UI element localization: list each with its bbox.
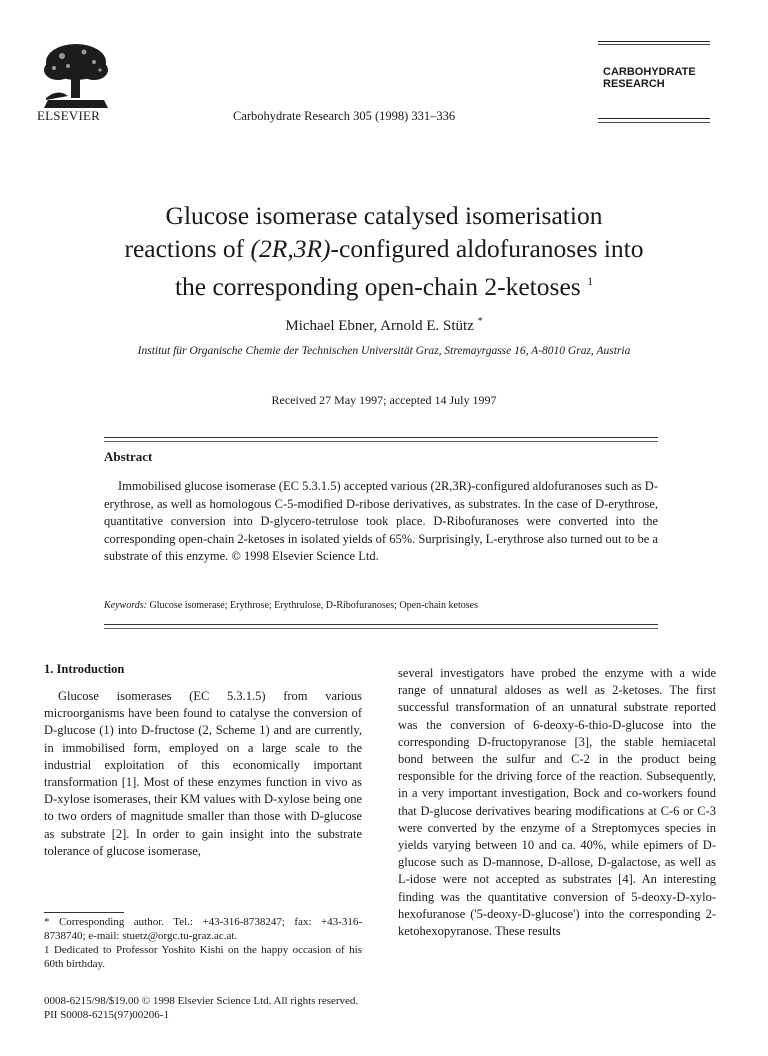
keywords-text: Glucose isomerase; Erythrose; Erythrulose, D-Ribofuranoses; Open-chain ketoses	[149, 600, 478, 611]
header-rule	[598, 118, 710, 119]
header-rule	[598, 41, 710, 42]
abstract-heading: Abstract	[104, 449, 153, 464]
abstract-rule	[104, 437, 658, 438]
author-list	[60, 316, 708, 335]
publisher-name: ELSEVIER	[37, 108, 100, 123]
issn-line: 0008-6215/98/$19.00 © 1998 Elsevier Science Ltd. All rights reserved.	[44, 995, 359, 1007]
title-line	[60, 265, 708, 303]
title-footnote-mark: 1	[587, 274, 594, 288]
title-line	[60, 232, 708, 265]
keywords	[104, 600, 664, 611]
article-title	[60, 199, 708, 303]
keywords-label: Keywords:	[104, 600, 147, 611]
authors: Michael Ebner, Arnold E. Stütz	[285, 318, 474, 334]
title-fragment: reactions of	[124, 234, 251, 263]
abstract-rule	[104, 441, 658, 442]
title-fragment: -configured aldofuranoses into	[330, 234, 644, 263]
section-heading: 1. Introduction	[44, 662, 125, 676]
affiliation: Institut für Organische Chemie der Technischen Universität Graz, Stremayrgasse 16, A-8010 Graz, Austria	[137, 345, 631, 357]
intro-left-column: Glucose isomerases (EC 5.3.1.5) from various microorganisms have been found to catalyse the conversion of D-glucose (1) into D-fructose (2, Scheme 1) and are currently, in immobilised form, employed on a large scale to the industrial exploitation of this economically important transformation [1]. Most of these enzymes function in vivo as D-xylose isomerases, their KM values with D-xylose being one to two orders of magnitude smaller than those with D-glucose as substrate [2]. In order to gain insight into the substrate tolerance of glucose isomerase,	[44, 689, 362, 858]
elsevier-tree-logo	[38, 40, 114, 108]
intro-right-column: several investigators have probed the enzyme with a wide range of unnatural aldoses as well as 2-ketoses. The first successful transformation of an unnatural substrate reported was the conversion of 6-deoxy-6-thio-D-glucose into the corresponding D-fructopyranose [3], the stable hemiacetal bond between the sulfur and C-2 in the product being responsible for the driving force of the reaction. Subsequently, in a very important investigation, Bock and co-workers found that D-glucose derivatives bearing modifications at C-6 or C-3 were converted by the enzyme of a Streptomyces species in yields varying between 10 and ca. 40%, while epimers of D-glucose such as D-mannose, D-allose, D-galactose, as well as L-idose were not accepted as substrates [4]. An interesting finding was the quantitative conversion of 5-deoxy-D-xylo-hexofuranose ('5-deoxy-D-glucose') into the corresponding 2-ketohexopyranose. These results	[398, 666, 716, 939]
footnote-corresponding: * Corresponding author. Tel.: +43-316-8738247; fax: +43-316-8738740; e-mail: stuetz@orgc.tu-graz.ac.at.	[44, 916, 362, 942]
journal-name-line2: RESEARCH	[603, 78, 665, 90]
abstract-rule	[104, 628, 658, 629]
journal-name-line1: CARBOHYDRATE	[603, 66, 696, 78]
abstract-rule	[104, 624, 658, 625]
footnote-dedication: 1 Dedicated to Professor Yoshito Kishi on the happy occasion of his 60th birthday.	[44, 944, 362, 970]
title-configuration: (2R,3R)	[250, 234, 331, 263]
header-rule	[598, 122, 710, 123]
footnote-rule	[44, 912, 124, 913]
footnotes	[44, 915, 362, 971]
journal-citation: Carbohydrate Research 305 (1998) 331–336	[233, 109, 456, 123]
journal-name	[603, 66, 696, 90]
pii-line: PII S0008-6215(97)00206-1	[44, 1009, 169, 1021]
received-dates: Received 27 May 1997; accepted 14 July 1997	[271, 393, 497, 407]
abstract-text: Immobilised glucose isomerase (EC 5.3.1.5) accepted various (2R,3R)-configured aldofuranoses such as D-erythrose, as well as homologous C-5-modified D-ribose derivatives, as substrates. In the case of D-erythrose, quantitative conversion into D-glycero-tetrulose took place. D-Ribofuranoses were converted into the corresponding open-chain 2-ketoses in isolated yields of 65%. Surprisingly, L-erythrose also turned out to be a substrate of this enzyme. © 1998 Elsevier Science Ltd.	[104, 479, 658, 563]
title-fragment: the corresponding open-chain 2-ketoses	[174, 272, 581, 301]
title-line: Glucose isomerase catalysed isomerisation	[165, 201, 603, 230]
copyright-footer	[44, 994, 358, 1022]
header-rule	[598, 44, 710, 45]
corresponding-author-mark: *	[477, 316, 483, 327]
